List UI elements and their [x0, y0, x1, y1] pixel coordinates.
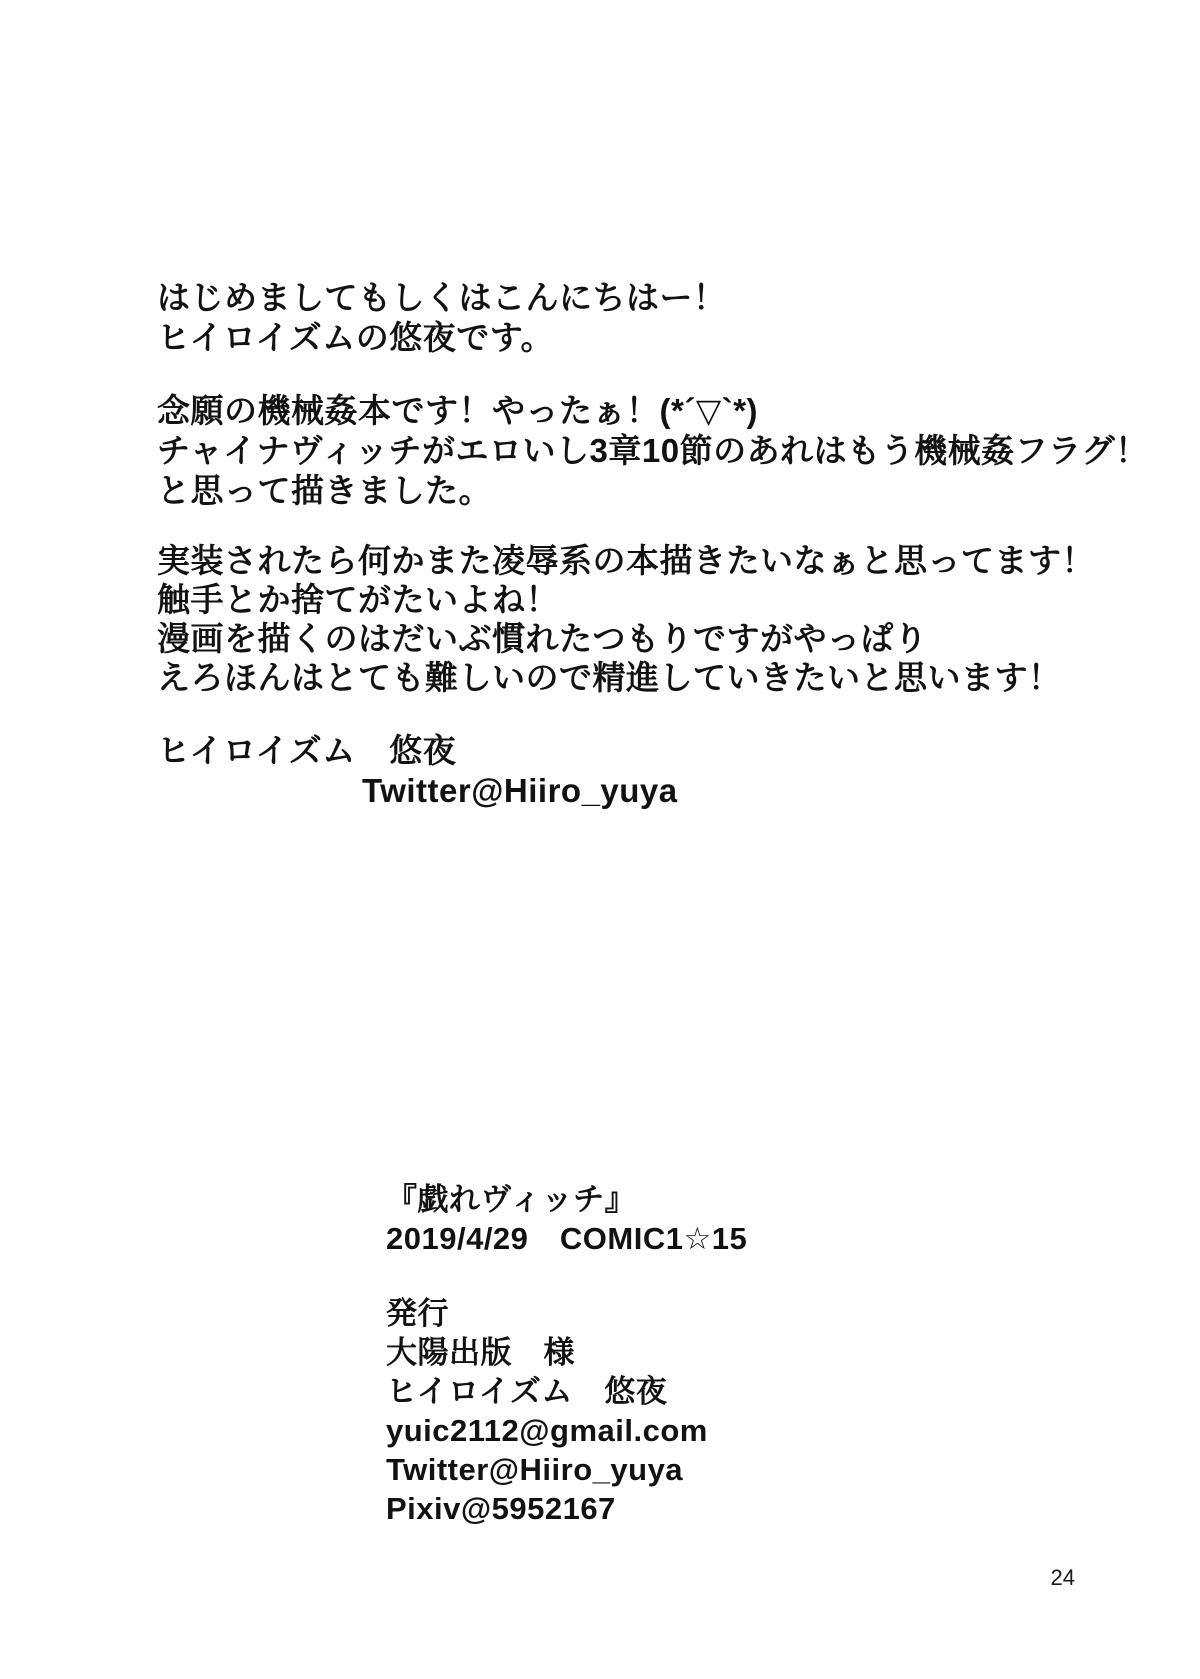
greeting-line-2: ヒイロイズムの悠夜です。	[157, 319, 555, 356]
afterword-greeting	[157, 278, 727, 358]
excitement-line-1: 念願の機械姦本です！やったぁ！(*´▽`*)	[157, 392, 759, 429]
colophon-circle-author: ヒイロイズム 悠夜	[386, 1374, 668, 1409]
excitement-line-3: と思って描きました。	[157, 472, 492, 509]
signature-twitter-handle: Twitter@Hiiro_yuya	[362, 772, 678, 809]
plans-line-4: えろほんはとても難しいので精進していきたいと思います！	[157, 659, 1062, 696]
excitement-line-2: チャイナヴィッチがエロいし3章10節のあれはもう機械姦フラグ！	[157, 432, 1149, 469]
plans-line-3: 漫画を描くのはだいぶ慣れたつもりですがやっぱり	[157, 620, 928, 657]
plans-line-2: 触手とか捨てがたいよね！	[157, 581, 559, 618]
colophon-spacer	[386, 1258, 747, 1294]
afterword-signature	[157, 731, 678, 811]
contact-email: yuic2112@gmail.com	[386, 1413, 708, 1448]
contact-twitter: Twitter@Hiiro_yuya	[386, 1452, 684, 1487]
colophon	[386, 1180, 747, 1528]
contact-pixiv: Pixiv@5952167	[386, 1491, 616, 1526]
afterword-future-plans	[157, 541, 1095, 697]
greeting-line-1: はじめましてもしくはこんにちはー！	[157, 279, 727, 316]
page-number: 24	[1050, 1565, 1075, 1590]
plans-line-1: 実装されたら何かまた凌辱系の本描きたいなぁと思ってます！	[157, 542, 1095, 579]
afterword-excitement	[157, 391, 1149, 511]
book-title: 『戯れヴィッチ』	[386, 1182, 637, 1217]
printer-name: 大陽出版 様	[386, 1335, 575, 1370]
publisher-label: 発行	[386, 1296, 449, 1331]
release-date-event: 2019/4/29 COMIC1☆15	[386, 1221, 748, 1256]
signature-circle-author: ヒイロイズム 悠夜	[157, 732, 457, 769]
